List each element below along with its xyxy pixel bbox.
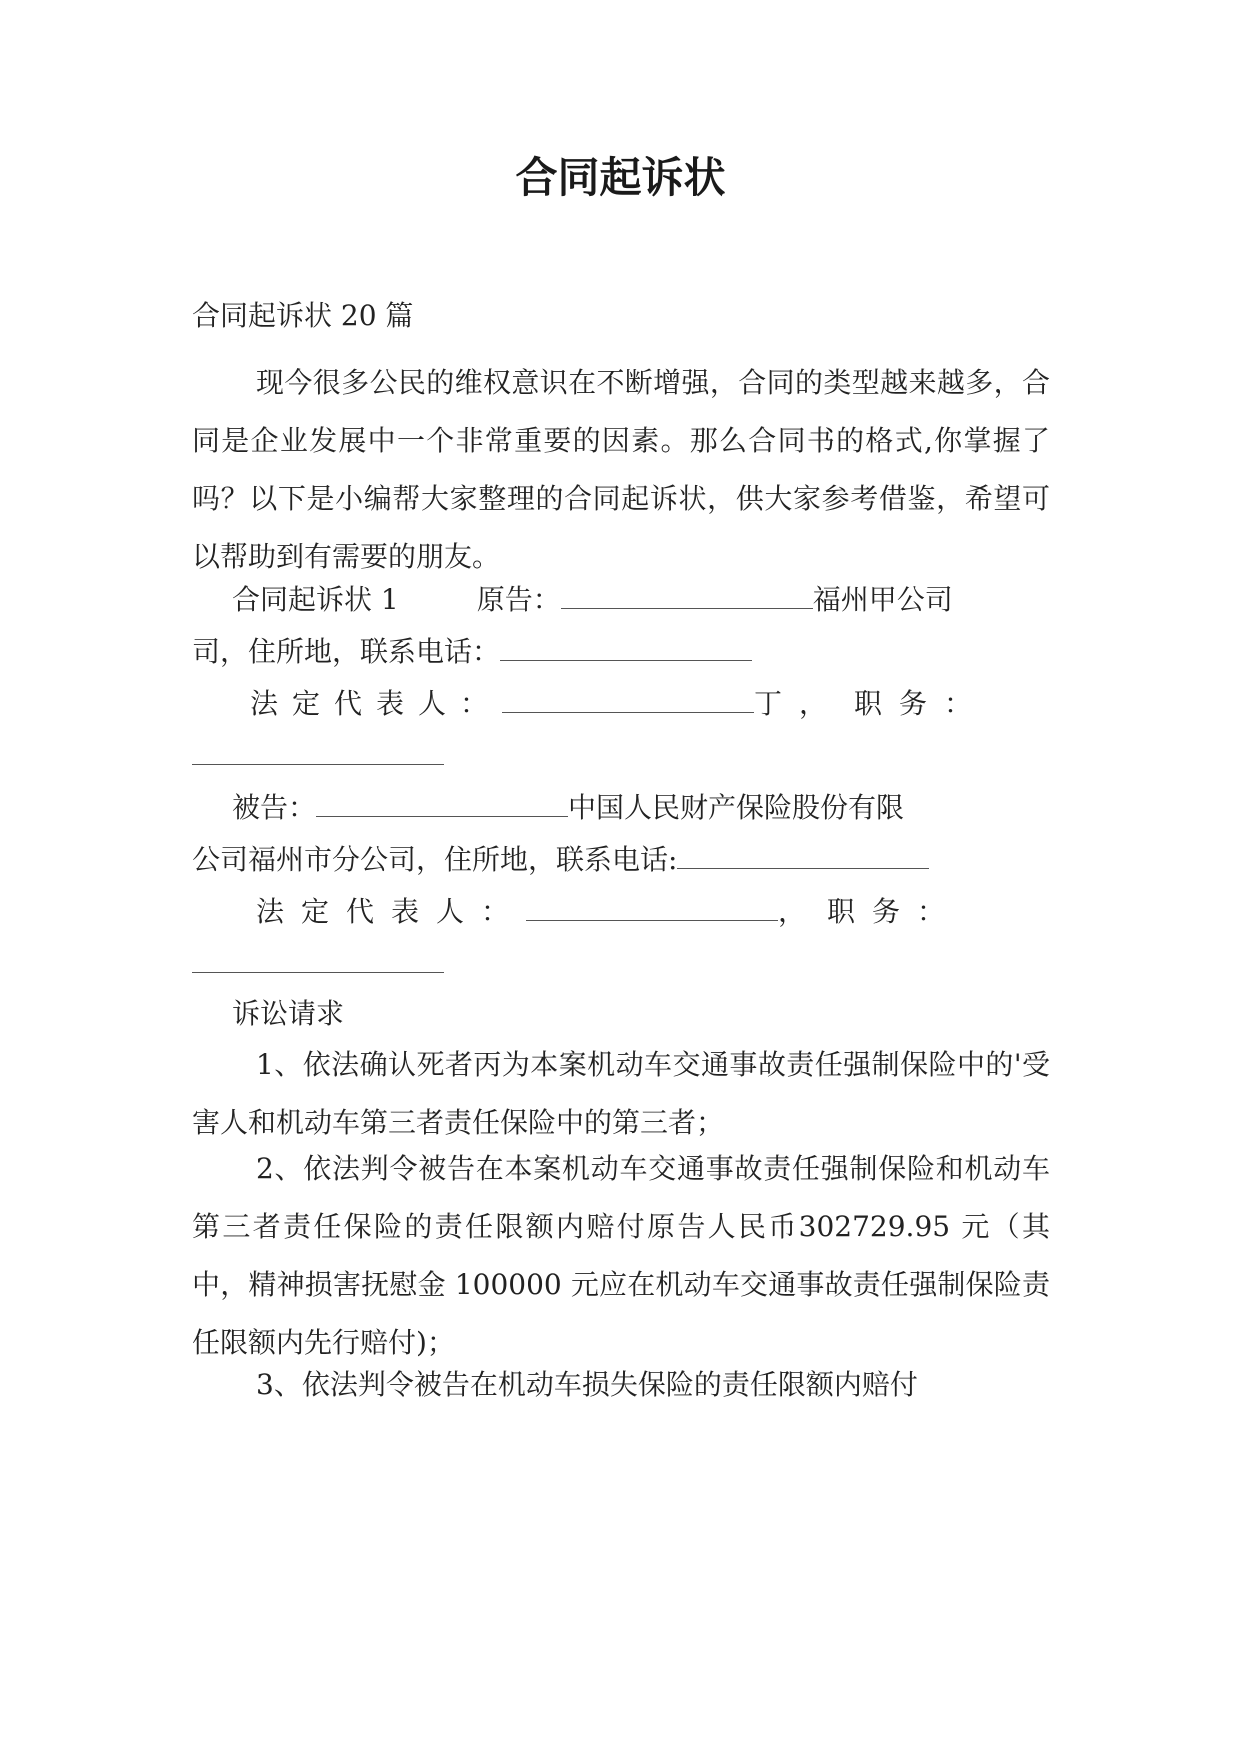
position-label: 职务：	[854, 687, 990, 720]
claim-item: 2、依法判令被告在本案机动车交通事故责任强制保险和机动车第三者责任保险的责任限额内赔付原告人民币302729.95 元（其中，精神损害抚慰金 100000 元应在机动车交通事故责任强制保险责任限额内先行赔付)；	[192, 1152, 1050, 1359]
blank-field	[526, 890, 778, 921]
position-label: 职务：	[827, 895, 963, 928]
blank-field	[561, 578, 813, 609]
rep-label: 法定代表人：	[250, 687, 503, 720]
plaintiff-label: 原告：	[476, 583, 561, 616]
blank-field	[677, 838, 929, 869]
defendant-address: 公司福州市分公司，住所地，联系电话:	[192, 843, 678, 876]
rep-tail: ，	[778, 895, 824, 928]
plaintiff-position-line	[192, 734, 1050, 776]
blank-field	[500, 630, 752, 661]
blank-field	[192, 734, 444, 765]
rep-name: 丁，	[754, 687, 845, 720]
document-subtitle: 合同起诉状 20 篇	[192, 299, 414, 332]
defendant-position-line	[192, 942, 1050, 984]
defendant-line	[232, 786, 1050, 828]
blank-field	[316, 786, 568, 817]
defendant-label: 被告：	[232, 791, 317, 824]
section-heading: 合同起诉状 1	[232, 583, 399, 616]
intro-paragraph: 现今很多公民的维权意识在不断增强，合同的类型越来越多，合同是企业发展中一个非常重要的因素。那么合同书的格式,你掌握了吗？以下是小编帮大家整理的合同起诉状，供大家参考借鉴，希望可以帮助到有需要的朋友。	[192, 366, 1050, 573]
document-title: 合同起诉状	[515, 153, 726, 202]
rep-label: 法定代表人：	[256, 895, 527, 928]
defendant-rep-line	[256, 890, 1050, 932]
plaintiff-address-line	[192, 630, 1050, 672]
plaintiff-address: 司，住所地，联系电话：	[192, 635, 501, 668]
defendant-address-line	[192, 838, 1050, 880]
claim-item: 1、依法确认死者丙为本案机动车交通事故责任强制保险中的'受害人和机动车第三者责任保险中的第三者；	[192, 1048, 1050, 1139]
plaintiff-rep-line	[250, 682, 1050, 724]
blank-field	[502, 682, 754, 713]
plaintiff-name: 福州甲公司	[812, 583, 953, 616]
claims-heading: 诉讼请求	[232, 997, 345, 1030]
plaintiff-line	[232, 578, 1050, 620]
defendant-name: 中国人民财产保险股份有限	[568, 791, 905, 824]
blank-field	[192, 942, 444, 973]
claim-item: 3、依法判令被告在机动车损失保险的责任限额内赔付	[256, 1368, 918, 1401]
